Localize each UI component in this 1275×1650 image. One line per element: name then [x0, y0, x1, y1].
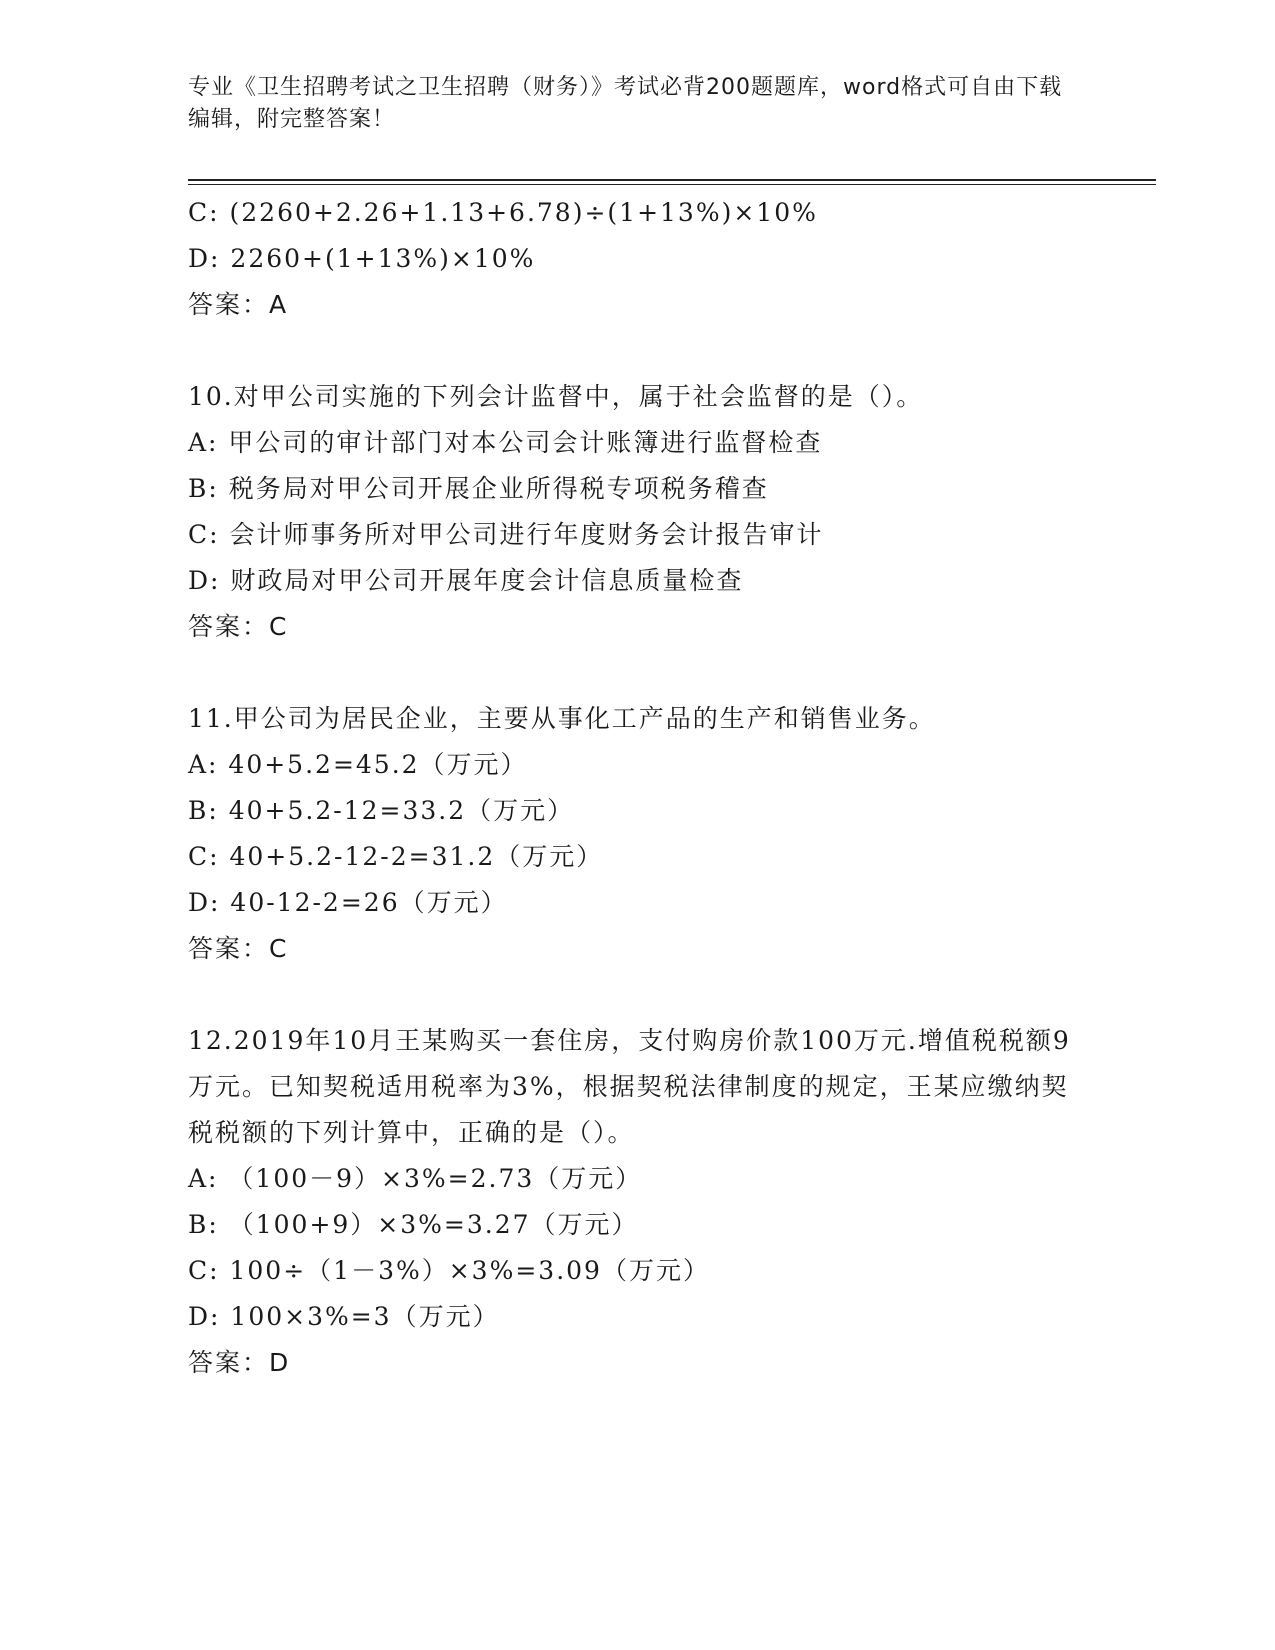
- q10-stem: 10.对甲公司实施的下列会计监督中，属于社会监督的是（）。: [188, 382, 924, 411]
- q11-option-c: C: 40+5.2-12-2=31.2（万元）: [188, 842, 604, 871]
- q10-option-b: B: 税务局对甲公司开展企业所得税专项税务稽查: [188, 474, 769, 503]
- question-content: [188, 190, 1088, 1386]
- q11-option-a: A: 40+5.2=45.2（万元）: [188, 750, 528, 779]
- document-header: 专业《卫生招聘考试之卫生招聘（财务）》考试必背200题题库，word格式可自由下载编辑，附完整答案！: [188, 75, 1063, 132]
- q10-answer: 答案：C: [188, 612, 289, 641]
- q9-option-c: C: (2260+2.26+1.13+6.78)÷(1+13%)×10%: [188, 198, 818, 227]
- q11-option-b: B: 40+5.2-12=33.2（万元）: [188, 796, 575, 825]
- q10-option-a: A: 甲公司的审计部门对本公司会计账簿进行监督检查: [188, 428, 823, 457]
- q12-option-c: C: 100÷（1－3%）×3%=3.09（万元）: [188, 1256, 710, 1285]
- q12-option-d: D: 100×3%=3（万元）: [188, 1302, 500, 1331]
- spacer: [188, 650, 1088, 696]
- q12-answer: 答案：D: [188, 1348, 291, 1377]
- q11-option-d: D: 40-12-2=26（万元）: [188, 888, 508, 917]
- q12-stem: 12.2019年10月王某购买一套住房，支付购房价款100万元.增值税税额9万元。已知契税适用税率为3%，根据契税法律制度的规定，王某应缴纳契税税额的下列计算中，正确的是（）。: [188, 1026, 1071, 1147]
- q10-option-c: C: 会计师事务所对甲公司进行年度财务会计报告审计: [188, 520, 824, 549]
- spacer: [188, 328, 1088, 374]
- q12-option-a: A: （100－9）×3%=2.73（万元）: [188, 1164, 643, 1193]
- q11-answer: 答案：C: [188, 934, 289, 963]
- spacer: [188, 972, 1088, 1018]
- header-divider-thick: [188, 179, 1156, 181]
- q10-option-d: D: 财政局对甲公司开展年度会计信息质量检查: [188, 566, 744, 595]
- q11-stem: 11.甲公司为居民企业，主要从事化工产品的生产和销售业务。: [188, 704, 936, 733]
- q12-option-b: B: （100+9）×3%=3.27（万元）: [188, 1210, 639, 1239]
- header-divider-thin: [188, 184, 1156, 185]
- q9-option-d: D: 2260+(1+13%)×10%: [188, 244, 536, 273]
- q9-answer: 答案：A: [188, 290, 289, 319]
